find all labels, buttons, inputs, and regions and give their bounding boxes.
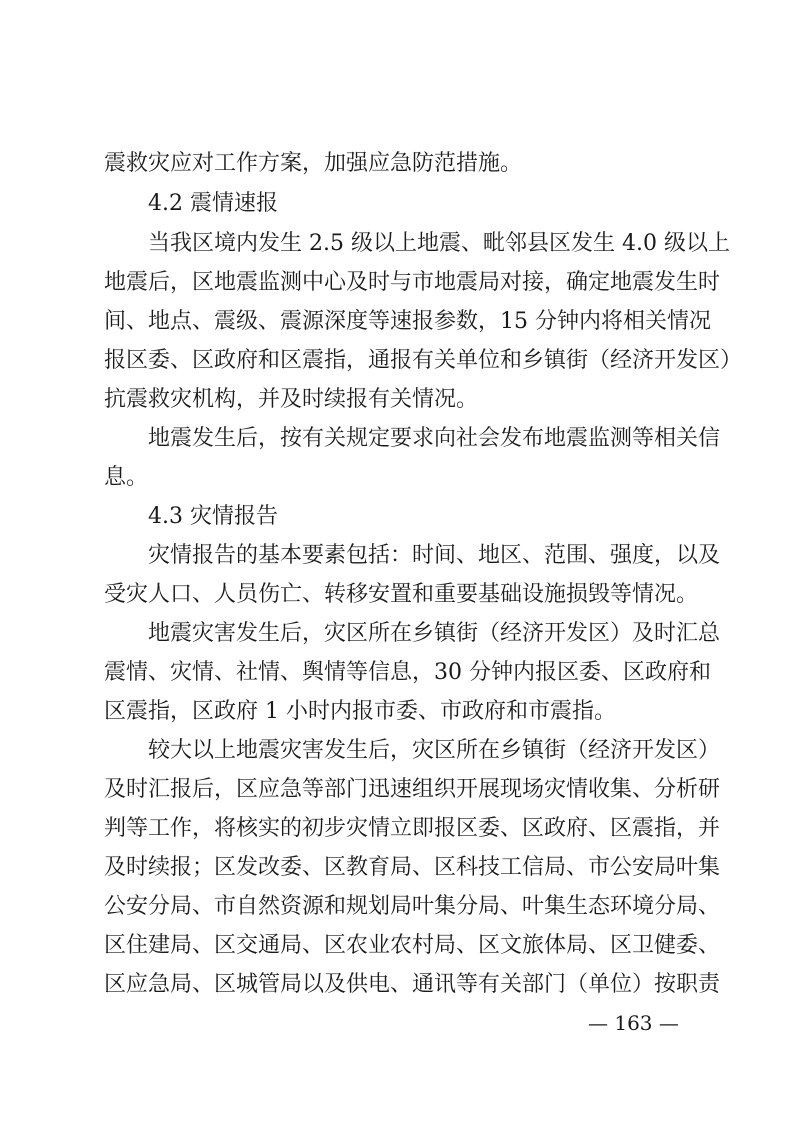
body-text-line: 区震指，区政府 1 小时内报市委、市政府和市震指。	[104, 699, 616, 724]
page-number: — 163 —	[588, 1011, 679, 1035]
body-text-line: 息。	[104, 465, 149, 490]
body-text-line: 及时汇报后，区应急等部门迅速组织开展现场灾情收集、分析研	[104, 777, 721, 802]
section-heading-4-2: 4.2 震情速报	[148, 191, 278, 216]
body-text-line: 地震发生后，按有关规定要求向社会发布地震监测等相关信	[148, 426, 721, 451]
body-text-line: 地震后，区地震监测中心及时与市地震局对接，确定地震发生时	[104, 270, 721, 295]
body-text-line: 抗震救灾机构，并及时续报有关情况。	[104, 387, 479, 412]
body-text-line: 及时续报；区发改委、区教育局、区科技工信局、市公安局叶集	[104, 855, 721, 880]
section-heading-4-3: 4.3 灾情报告	[148, 504, 278, 529]
body-text-line: 报区委、区政府和区震指，通报有关单位和乡镇街（经济开发区）	[104, 348, 743, 373]
body-text-line: 受灾人口、人员伤亡、转移安置和重要基础设施损毁等情况。	[104, 582, 699, 607]
body-text-line: 灾情报告的基本要素包括：时间、地区、范围、强度，以及	[148, 543, 721, 568]
body-text-line: 震情、灾情、社情、舆情等信息，30 分钟内报区委、区政府和	[104, 660, 711, 685]
body-text-line: 区住建局、区交通局、区农业农村局、区文旅体局、区卫健委、	[104, 933, 721, 958]
body-text-line: 地震灾害发生后，灾区所在乡镇街（经济开发区）及时汇总	[148, 621, 721, 646]
body-text-line: 较大以上地震灾害发生后，灾区所在乡镇街（经济开发区）	[148, 738, 721, 763]
body-text-line: 震救灾应对工作方案，加强应急防范措施。	[104, 151, 523, 176]
body-text-line: 判等工作，将核实的初步灾情立即报区委、区政府、区震指，并	[104, 816, 721, 841]
body-text-line: 区应急局、区城管局以及供电、通讯等有关部门（单位）按职责	[104, 972, 721, 997]
body-text-line: 当我区境内发生 2.5 级以上地震、毗邻县区发生 4.0 级以上	[148, 231, 730, 256]
body-text-line: 间、地点、震级、震源深度等速报参数，15 分钟内将相关情况	[104, 309, 711, 334]
body-text-line: 公安分局、市自然资源和规划局叶集分局、叶集生态环境分局、	[104, 894, 721, 919]
